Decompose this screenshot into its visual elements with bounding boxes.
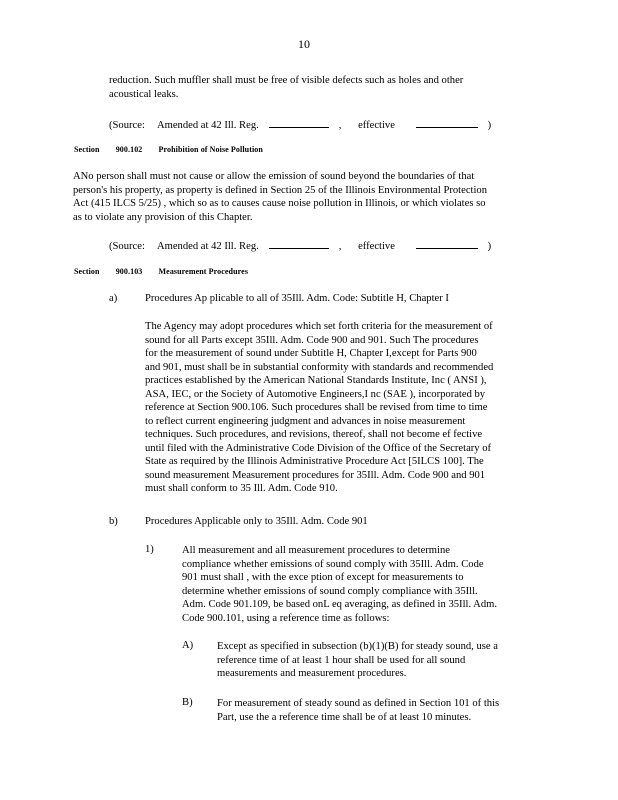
body-line: for the measurement of sound under Subtitle H, Chapter I,except for Parts 900 <box>145 348 477 359</box>
body-line: Except as specified in subsection (b)(1)(B) for steady sound, use a <box>217 641 498 652</box>
effective-blank <box>416 118 478 128</box>
body-line: Act (415 ILCS 5/25) , which so as to causes cause noise pollution in Illinois, or which violates so <box>73 198 486 209</box>
intro-line-1: reduction. Such muffler shall must be free of visible defects such as holes and other <box>109 75 464 86</box>
body-line: and 901, must shall be in substantial conformity with standards and recommended <box>145 361 494 373</box>
body-line: ANo person shall must not cause or allow the emission of sound beyond the boundaries of that <box>73 171 475 182</box>
sub-b-body <box>217 697 499 724</box>
effective-label: effective <box>358 241 395 252</box>
body-line: to reflect current engineering judgment and advances in noise measurement <box>145 415 466 427</box>
item-a-title: Procedures Ap plicable to all of 35Ill. Adm. Code: Subtitle H, Chapter I <box>145 293 449 304</box>
close-paren: ) <box>487 120 492 131</box>
source-label: (Source: <box>109 120 145 131</box>
body-line: techniques. Such procedures, and revisions, thereof, shall not become ef fective <box>145 429 483 440</box>
sub-b-marker: B) <box>182 697 193 708</box>
section-103-heading <box>74 267 262 276</box>
body-line: compliance whether emissions of sound comply with 35Ill. Adm. Code <box>182 558 484 570</box>
body-line: For measurement of steady sound as defined in Section 101 of this <box>217 698 500 709</box>
source-citation-1: (Source: Amended at 42 Ill. Reg. , effective ) <box>109 120 492 131</box>
source-label: (Source: <box>109 241 145 252</box>
source-citation-2: (Source: Amended at 42 Ill. Reg. , effective ) <box>109 241 492 252</box>
intro-line-2: acoustical leaks. <box>109 88 179 100</box>
section-number: 900.102 <box>115 145 143 154</box>
item-a-marker: a) <box>109 293 118 304</box>
section-title: Measurement Procedures <box>158 267 249 276</box>
body-line: practices established by the American National Standards Institute, Inc ( ANSI ), <box>145 375 487 386</box>
body-line: sound for all Parts except 35Ill. Adm. Code 900 and 901. Such The procedures <box>145 334 479 346</box>
body-line: measurements and measurement procedures. <box>217 668 407 679</box>
sub-a-marker: A) <box>182 640 194 651</box>
body-line: State as required by the Illinois Administrative Procedure Act [5ILCS 100]. The <box>145 456 484 467</box>
body-line: All measurement and all measurement procedures to determine <box>182 545 450 556</box>
body-line: Part, use the a reference time shall be of at least 10 minutes. <box>217 711 472 723</box>
page-number: 10 <box>298 37 310 51</box>
section-label: Section <box>74 267 100 276</box>
body-line: The Agency may adopt procedures which set forth criteria for the measurement of <box>145 321 493 332</box>
reg-blank <box>269 239 329 249</box>
sub-a-body <box>217 640 498 681</box>
section-number: 900.103 <box>115 267 143 276</box>
body-line: sound measurement Measurement procedures for 35Ill. Adm. Code 900 and 901 <box>145 469 486 481</box>
body-line: Code 900.101, using a reference time as follows: <box>182 612 390 624</box>
body-line: until filed with the Administrative Code Division of the Office of the Secretary of <box>145 442 492 454</box>
item-a-body <box>145 320 493 496</box>
section-title: Prohibition of Noise Pollution <box>158 145 263 154</box>
intro-paragraph <box>109 74 463 101</box>
amended-text: Amended at 42 Ill. Reg. <box>156 120 259 131</box>
body-line: must shall conform to 35 Ill. Adm. Code 910. <box>145 483 338 494</box>
body-line: Adm. Code 901.109, be based onL eq averaging, as defined in 35Ill. Adm. <box>182 599 497 610</box>
body-line: person's his property, as property is defined in Section 25 of the Illinois Environmental Protection <box>73 184 488 196</box>
body-line: reference at Section 900.106. Such procedures shall be revised from time to time <box>145 402 488 413</box>
body-line: 901 must shall , with the exce ption of except for measurements to <box>182 572 464 583</box>
section-102-body <box>73 170 487 224</box>
section-label: Section <box>74 145 100 154</box>
body-line: reference time of at least 1 hour shall be used for all sound <box>217 654 466 666</box>
body-line: determine whether emissions of sound comply compliance with 35Ill. <box>182 585 478 597</box>
body-line: as to violate any provision of this Chapter. <box>73 211 253 223</box>
effective-blank <box>416 239 478 249</box>
effective-label: effective <box>358 120 395 131</box>
item-b-marker: b) <box>109 516 118 527</box>
reg-blank <box>269 118 329 128</box>
body-line: ASA, IEC, or the Society of Automotive Engineers,I nc (SAE ), incorporated by <box>145 388 486 400</box>
sub-1-body <box>182 544 497 625</box>
sub-1-marker: 1) <box>145 544 154 555</box>
close-paren: ) <box>487 241 492 252</box>
amended-text: Amended at 42 Ill. Reg. <box>156 241 259 252</box>
section-102-heading <box>74 145 277 154</box>
item-b-title: Procedures Applicable only to 35Ill. Adm. Code 901 <box>145 516 368 527</box>
